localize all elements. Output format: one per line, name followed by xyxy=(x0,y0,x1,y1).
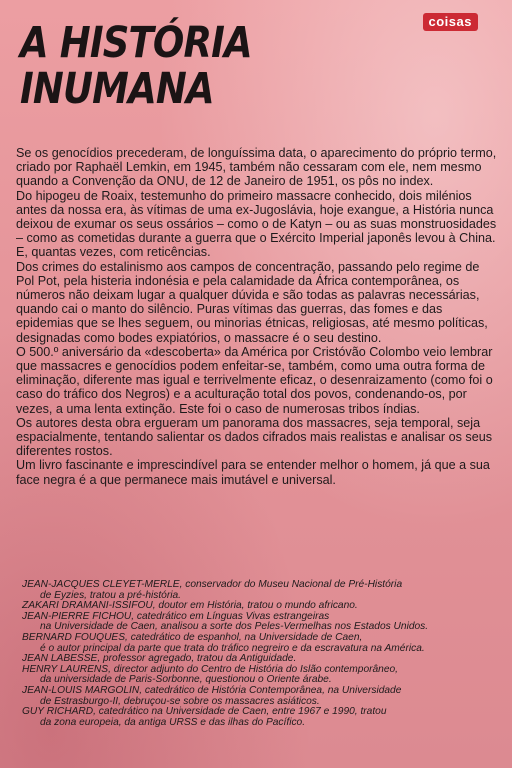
author-description-cont: de Eyzies, tratou a pré-história. xyxy=(40,589,181,601)
author-description-cont: de Estrasburgo-II, debruçou-se sobre os massacres asiáticos. xyxy=(40,695,320,707)
author-entry xyxy=(22,686,500,707)
author-name: JEAN-LOUIS MARGOLIN xyxy=(22,684,140,696)
synopsis-paragraph: Os autores desta obra ergueram um panorama dos massacres, seja temporal, seja espacialmente, tentando salientar os dados cifrados mais realistas e analisar os seus diferentes rostos. xyxy=(16,415,493,459)
book-title xyxy=(20,20,252,112)
author-description: , professor agregado, tratou da Antiguidade. xyxy=(97,653,297,665)
author-name: JEAN-PIERRE FICHOU xyxy=(22,610,132,622)
publisher-badge: coisas xyxy=(423,13,478,31)
author-description: , catedrático na Universidade de Caen, entre 1967 e 1990, tratou xyxy=(93,706,387,718)
synopsis-paragraph: Se os genocídios precederam, de longuíssima data, o aparecimento do próprio termo, criado por Raphaël Lemkin, em 1945, também não cessaram com ele, nem mesmo quando a Convenção da ONU, de 12 de Janeiro de 1951, os pôs no index. xyxy=(16,146,497,189)
author-name: HENRY LAURENS xyxy=(22,663,109,675)
author-description-cont: na Universidade de Caen, analisou a sorte dos Peles-Vermelhas nos Estados Unidos. xyxy=(40,621,429,633)
author-description: , catedrático de espanhol, na Universidade de Caen, xyxy=(125,631,363,643)
author-name: GUY RICHARD xyxy=(22,706,94,718)
author-description-cont: da universidade de Paris-Sorbonne, questionou o Oriente árabe. xyxy=(40,674,332,686)
synopsis-paragraph: Um livro fascinante e imprescindível para se entender melhor o homem, já que a sua face negra é a que permanece mais imutável e universal. xyxy=(16,458,490,487)
synopsis-paragraph: E, quantas vezes, com reticências. xyxy=(16,245,211,260)
author-entry xyxy=(22,665,500,686)
author-description: , catedrático de História Contemporânea, na Universidade xyxy=(139,684,402,696)
synopsis-paragraph: O 500.º aniversário da «descoberta» da América por Cristóvão Colombo veio lembrar que massacres e genocídios podem enfeitar-se, também, como uma outra forma de eliminação, diferente mas igual e terrivelmente eficaz, o desenraizamento (como foi o caso do tráfico dos Negros) e a aculturação total dos povos, condenando-os, por vezes, a uma lenta extinção. Este foi o caso de numerosas tribos índias. xyxy=(16,344,493,416)
author-description: , director adjunto do Centro de História do Islão contemporâneo, xyxy=(108,663,399,675)
synopsis-paragraph: Do hipogeu de Roaix, testemunho do primeiro massacre conhecido, dois milénios antes da nossa era, às vítimas de uma ex-Jugoslávia, hoje exangue, a História nunca deixou de exumar os seus ossários – como o de Katyn – ou as suas monstruosidades – como as cometidas durante a guerra que o Exército Imperial japonês levou à China. xyxy=(16,188,497,246)
author-description: , conservador do Museu Nacional de Pré-História xyxy=(179,579,403,590)
author-name: BERNARD FOUQUES xyxy=(22,631,126,643)
author-description-cont: da zona europeia, da antiga URSS e das ilhas do Pacífico. xyxy=(40,716,306,728)
author-description-cont: é o autor principal da parte que trata do tráfico negreiro e da escravatura na América. xyxy=(40,642,425,654)
synopsis xyxy=(16,146,498,487)
author-entry xyxy=(22,633,500,654)
author-name: JEAN-JACQUES CLEYET-MERLE xyxy=(22,579,180,590)
author-name: ZAKARI DRAMANI-ISSIFOU xyxy=(22,600,153,612)
author-description: , doutor em História, tratou o mundo africano. xyxy=(152,600,358,612)
synopsis-paragraph: Dos crimes do estalinismo aos campos de concentração, passando pelo regime de Pol Pot, pela histeria indonésia e pela calamidade da África contemporânea, os números não deixam lugar a qualquer dúvida e são todas as palavras necessárias, quando cai o manto do silêncio. Puras vítimas das guerras, das fomes e das epidemias que se lhes seguem, ou minorias étnicas, religiosas, até mesmo políticas, designadas como bodes expiatórios, o massacre é o seu destino. xyxy=(16,259,488,345)
author-name: JEAN LABESSE xyxy=(22,653,98,665)
author-entry xyxy=(22,612,500,633)
title-line-1: A HISTÓRIA xyxy=(20,18,252,68)
title-line-2: INUMANA xyxy=(20,64,214,114)
author-description: , catedrático em Línguas Vivas estrangeiras xyxy=(131,610,330,622)
author-entry xyxy=(22,580,500,601)
author-list xyxy=(22,580,500,728)
author-entry xyxy=(22,707,500,728)
